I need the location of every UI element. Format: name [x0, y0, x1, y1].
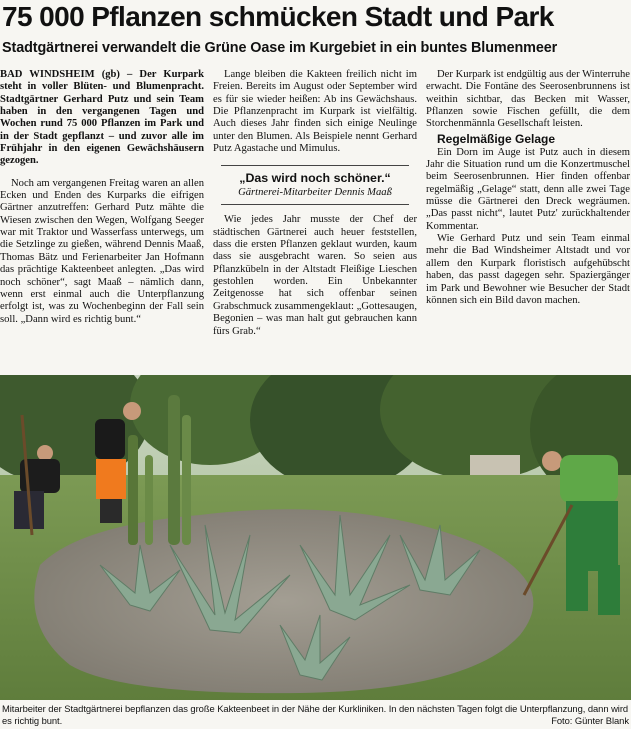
- section-heading: Regelmäßige Gelage: [437, 131, 556, 146]
- column-1: [0, 69, 204, 369]
- pull-quote-attribution: Gärtnerei-Mitarbeiter Dennis Maaß: [238, 187, 392, 199]
- paragraph-gap: [0, 168, 204, 178]
- body-paragraph: Wie jedes Jahr musste der Chef der städtischen Gärtnerei auch heuer feststellen, dass die ersten Pflanzen geklaut wurden, kaum dass sie ausgebracht waren. So seien aus Pflanzkübeln in der Altstadt Fleißige Lieschen gestohlen worden. Ein Unbekannter Zeitgenosse hat sich offenbar seinen Grabschmuck zusammengeklaut: „Gottesaugen, Begonien – was man halt gut gebrauchen kann fürs Grab.“: [213, 214, 417, 337]
- body-paragraph: Lange bleiben die Kakteen freilich nicht im Freien. Bereits im August oder September wird es für sie wieder heißen: Ab ins Gewächshaus. Die Pflanzenpracht im Kurpark ist vielfältig. Auch dieses Jahr finden sich einige Neulinge unter den Blumen. Als Beispiele nennt Gerhard Putz Agastache und Mimulus.: [213, 69, 417, 155]
- body-paragraph: Ein Dorn im Auge ist Putz auch in diesem Jahr die Situation rund um die Konzertmuschel beim Seerosenbrunnen. Hier finden offenbar regelmäßig „Gelage“ statt, denn alle zwei Tage müsse die Gärtnerei den Dreck wegräumen. „Das passt nicht“, lautet Putz' zurückhaltender Kommentar.: [426, 146, 630, 232]
- lead-paragraph: BAD WINDSHEIM (gb) – Der Kurpark steht in voller Blüten- und Blumenpracht. Stadtgärtner Gerhard Putz und sein Team haben in den vergangenen Tagen und Wochen rund 75 000 Pflanzen im Park und in der Stadt gepflanzt – und zuvor alle im Frühjahr in den eigenen Gewächshäusern gezogen.: [0, 69, 204, 167]
- body-paragraph: Der Kurpark ist endgültig aus der Winterruhe erwacht. Die Fontäne des Seerosenbrunnens ist weithin sichtbar, das Becken mit Wasser, Pflanzen sowie Fischen gefüllt, die dem Storchenmännla Gesellschaft leisten.: [426, 69, 630, 130]
- subheadline: Stadtgärtnerei verwandelt die Grüne Oase im Kurgebiet in ein buntes Blumenmeer: [2, 40, 558, 56]
- column-3: [426, 69, 630, 369]
- pull-quote: [221, 165, 409, 205]
- headline: 75 000 Pflanzen schmücken Stadt und Park: [2, 1, 554, 32]
- pull-quote-text: „Das wird noch schöner.“: [239, 171, 391, 186]
- cactus-bed-photo: [0, 375, 631, 700]
- column-2: [213, 69, 417, 369]
- cactus-bed-illustration: [0, 375, 631, 700]
- photo-caption: [2, 703, 629, 727]
- photo-credit: Foto: Günter Blank: [551, 715, 629, 726]
- caption-text: Mitarbeiter der Stadtgärtnerei bepflanzen das große Kakteenbeet in der Nähe der Kurkliniken. In den nächsten Tagen folgt die Unterpflanzung, dann wird es richtig bunt.: [2, 703, 629, 726]
- body-paragraph: Wie Gerhard Putz und sein Team einmal mehr die Bad Windsheimer Altstadt und vor allem den Kurpark floristisch aufgehübscht haben, das passt dagegen sehr. Spaziergänger im Park und Bewohner wie Besucher der Stadt können sich ein Bild davon machen.: [426, 233, 630, 306]
- body-paragraph: Noch am vergangenen Freitag waren an allen Ecken und Enden des Kurparks die eifrigen Gärtner anzutreffen: Gerhard Putz mähte die Wiesen zwischen den Wegen, Wolfgang Seeger war mit Traktor und Wasserfass unterwegs, um die Setzlinge zu gießen, während Dennis Maaß, Thomas Bätz und Ferienarbeiter Jan Hofmann das prächtige Kakteenbeet anlegten. „Das wird noch schöner“, sagt Maaß – nämlich dann, wenn erst einmal auch die Unterpflanzung erfolgt ist, was zu Wochenbeginn der Fall sein soll. „Dann wird es richtig bunt.“: [0, 177, 204, 325]
